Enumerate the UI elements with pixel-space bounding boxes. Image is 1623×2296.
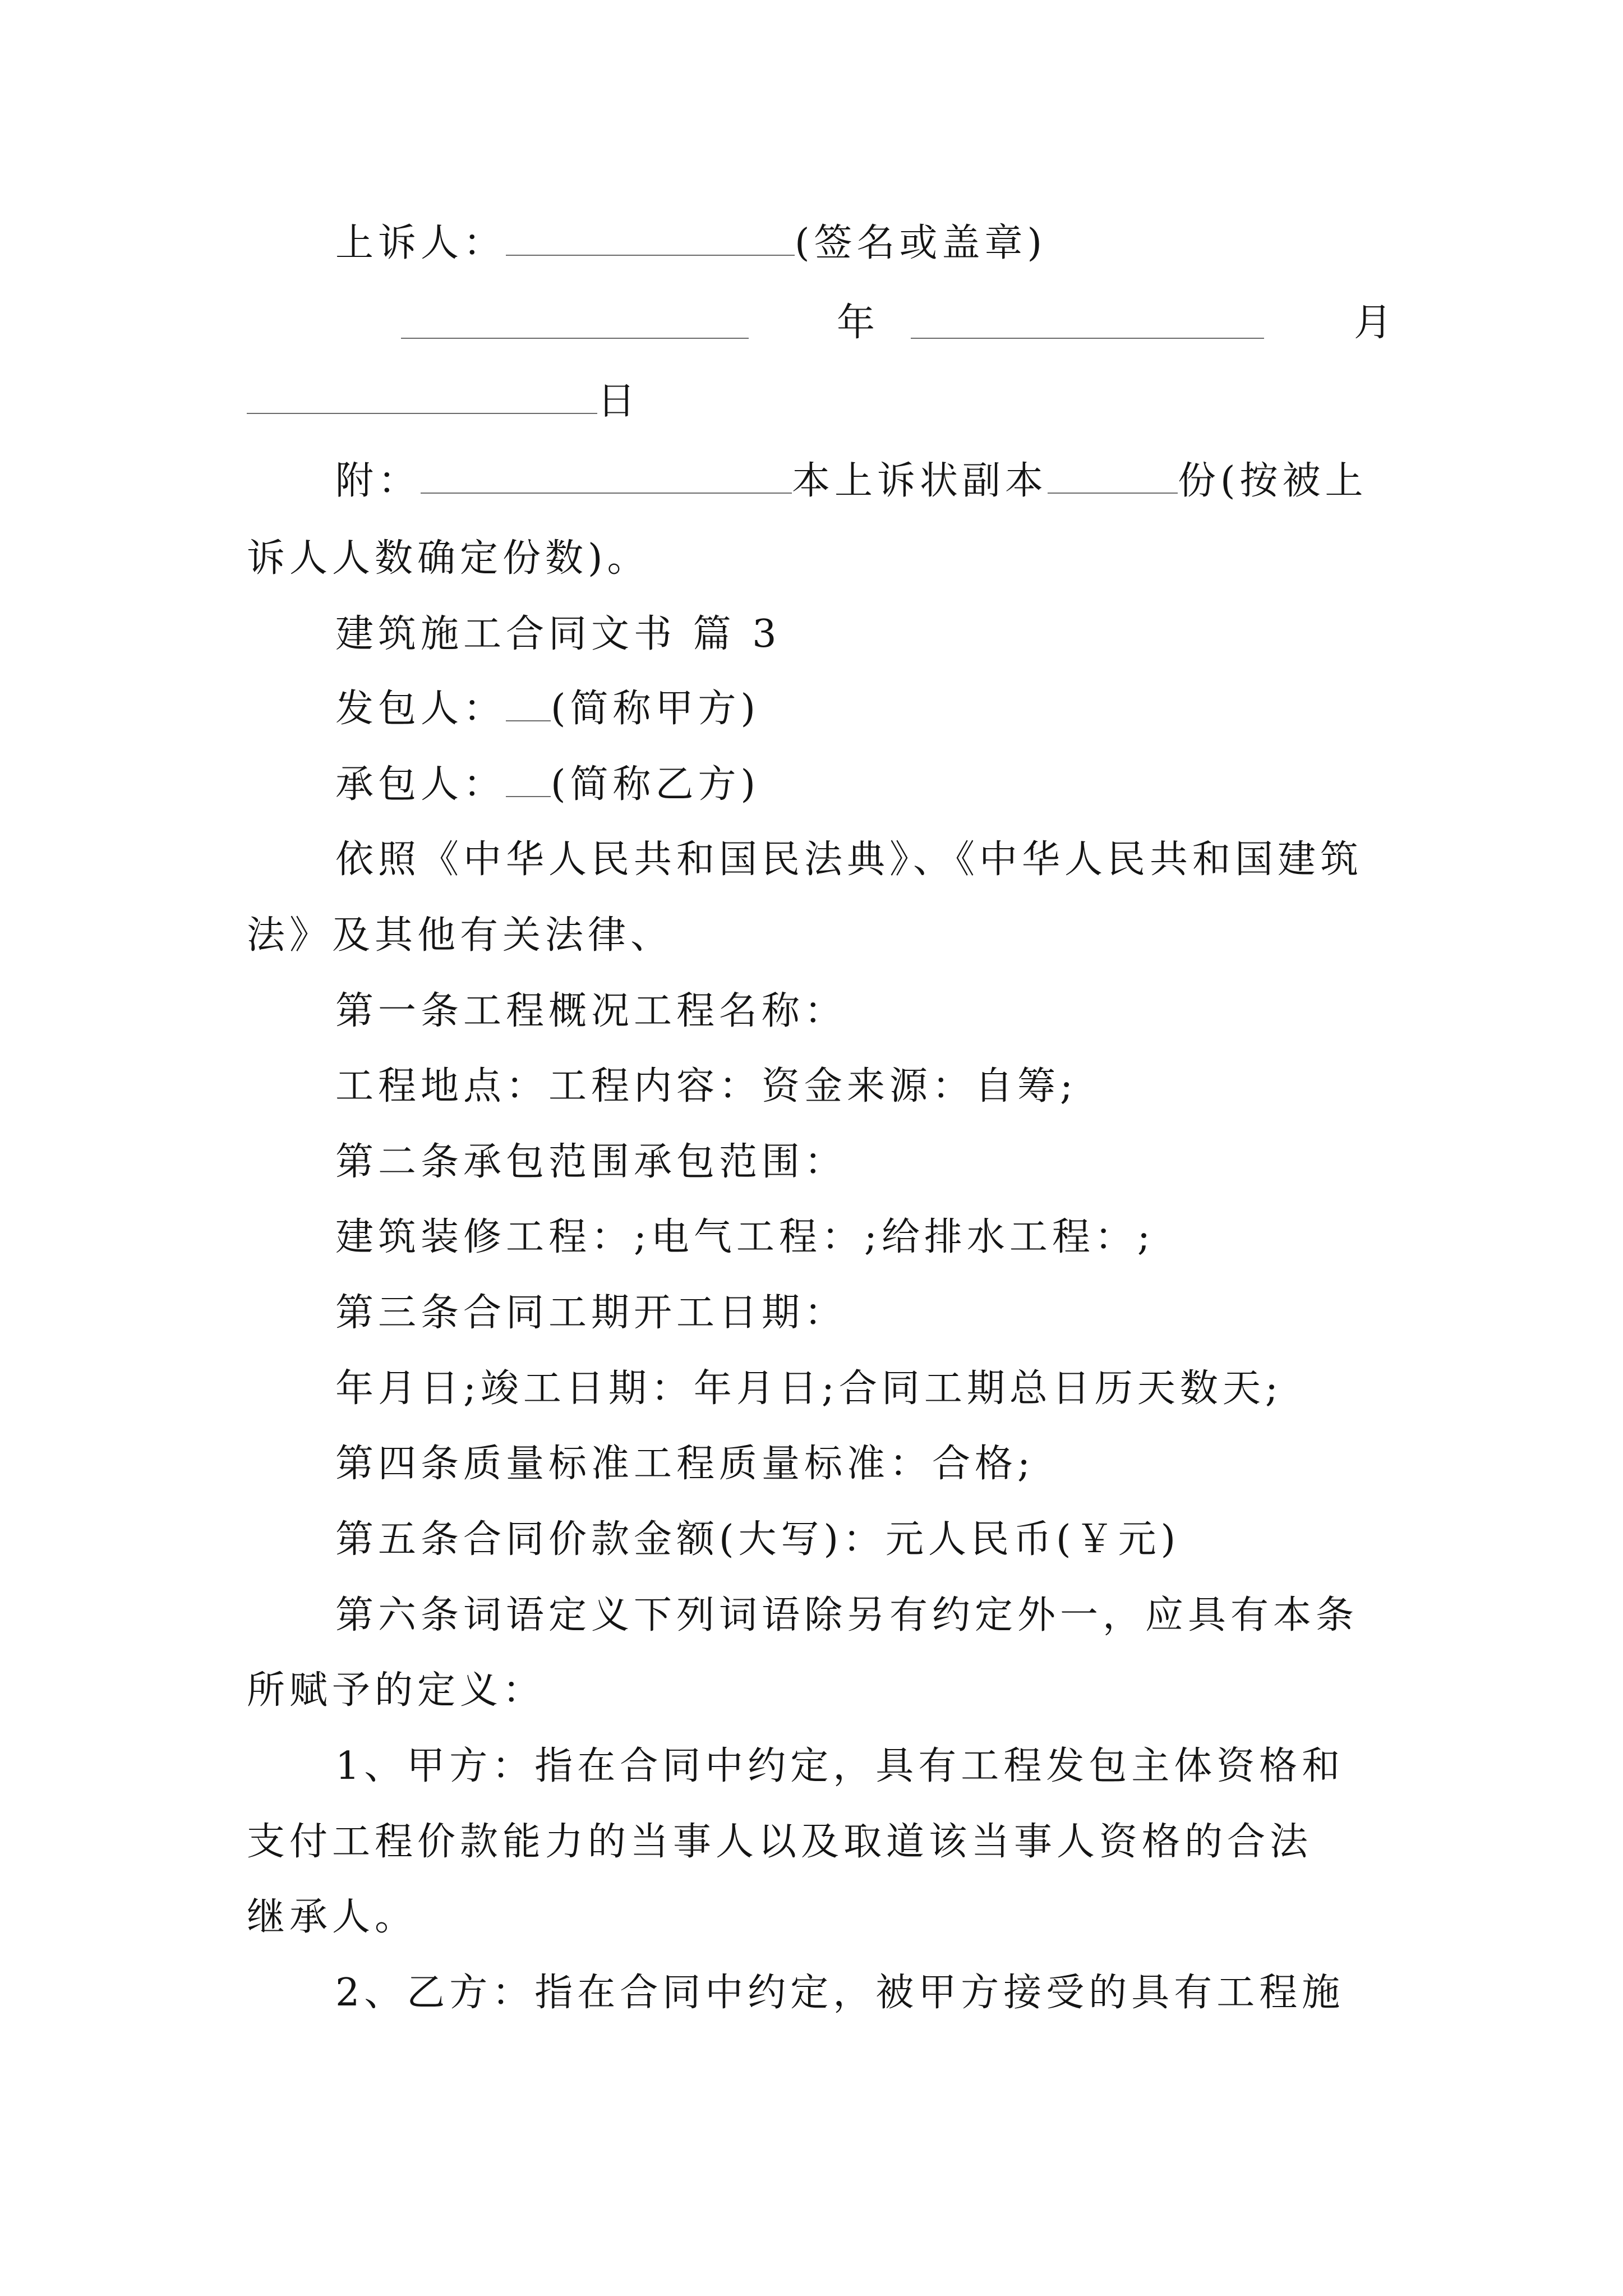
body-line-16: 2、乙方：指在合同中约定，被甲方接受的具有工程施 (335, 1971, 1345, 2015)
employer-line (335, 683, 760, 735)
body-line-9: 第四条质量标准工程质量标准：合格; (335, 1442, 1035, 1486)
body-line-10: 第五条合同价款金额(大写)：元人民币(￥元) (335, 1517, 1181, 1562)
attachment-blank (421, 459, 792, 494)
appellant-signature-blank (506, 221, 795, 256)
appellant-line (335, 218, 1046, 269)
month-blank (911, 304, 1264, 339)
contractor-blank (506, 762, 551, 797)
attachment-line (335, 455, 1368, 507)
employer-note: (简称甲方) (551, 687, 760, 731)
body-line-5: 第二条承包范围承包范围： (335, 1140, 847, 1184)
month-label: 月 (1354, 301, 1397, 345)
copies-suffix: 份(按被上 (1178, 459, 1368, 503)
body-line-15: 继承人。 (247, 1895, 418, 1939)
day-blank (247, 379, 597, 414)
copies-text: 本上诉状副本 (792, 459, 1048, 503)
body-line-1: 依照《中华人民共和国民法典》、《中华人民共和国建筑 (335, 838, 1363, 882)
body-line-11: 第六条词语定义下列词语除另有约定外一，应具有本条 (335, 1593, 1359, 1637)
section-title: 建筑施工合同文书 篇 3 (335, 612, 781, 656)
contractor-note: (简称乙方) (551, 762, 760, 807)
body-line-3: 第一条工程概况工程名称： (335, 989, 847, 1033)
body-line-12: 所赋予的定义： (247, 1668, 546, 1713)
year-blank (401, 304, 749, 339)
copies-count-blank (1048, 459, 1178, 494)
day-line (247, 376, 640, 427)
contractor-line (335, 759, 760, 811)
appellant-label: 上诉人： (335, 221, 506, 265)
employer-blank (506, 687, 551, 721)
employer-label: 发包人： (335, 687, 506, 731)
body-line-0: 诉人人数确定份数)。 (247, 536, 650, 581)
body-line-4: 工程地点：工程内容：资金来源：自筹; (335, 1064, 1077, 1108)
body-line-13: 1、甲方：指在合同中约定，具有工程发包主体资格和 (335, 1744, 1345, 1788)
attachment-label: 附： (335, 459, 421, 503)
year-label: 年 (837, 301, 880, 345)
date-line (0, 297, 1623, 349)
body-line-6: 建筑装修工程：;电气工程：;给排水工程：; (335, 1215, 1155, 1259)
day-label: 日 (597, 379, 640, 424)
body-line-8: 年月日;竣工日期：年月日;合同工期总日历天数天; (335, 1366, 1283, 1411)
contractor-label: 承包人： (335, 762, 506, 807)
body-line-7: 第三条合同工期开工日期： (335, 1291, 847, 1335)
body-line-14: 支付工程价款能力的当事人以及取道该当事人资格的合法 (247, 1820, 1313, 1864)
body-line-2: 法》及其他有关法律、 (247, 913, 674, 958)
sign-or-seal-note: (签名或盖章) (795, 221, 1047, 265)
